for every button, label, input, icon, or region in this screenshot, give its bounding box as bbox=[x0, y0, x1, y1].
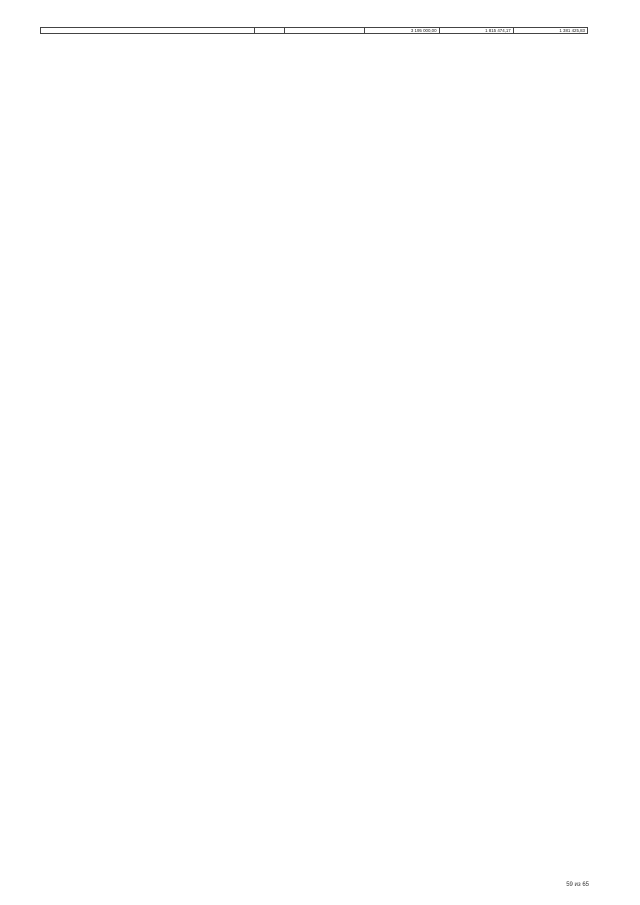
table-cell-c4: 3 195 000,00 bbox=[365, 28, 439, 34]
budget-table bbox=[40, 27, 588, 34]
budget-table-sheet bbox=[40, 27, 588, 34]
table-cell-c2 bbox=[254, 28, 285, 34]
table-cell-c1 bbox=[41, 28, 255, 34]
table-cell-c6: 1 381 425,83 bbox=[513, 28, 587, 34]
table-cell-c5: 1 815 474,17 bbox=[439, 28, 513, 34]
page-number: 59 из 65 bbox=[566, 882, 589, 888]
table-row bbox=[41, 28, 588, 34]
table-cell-c3 bbox=[285, 28, 365, 34]
